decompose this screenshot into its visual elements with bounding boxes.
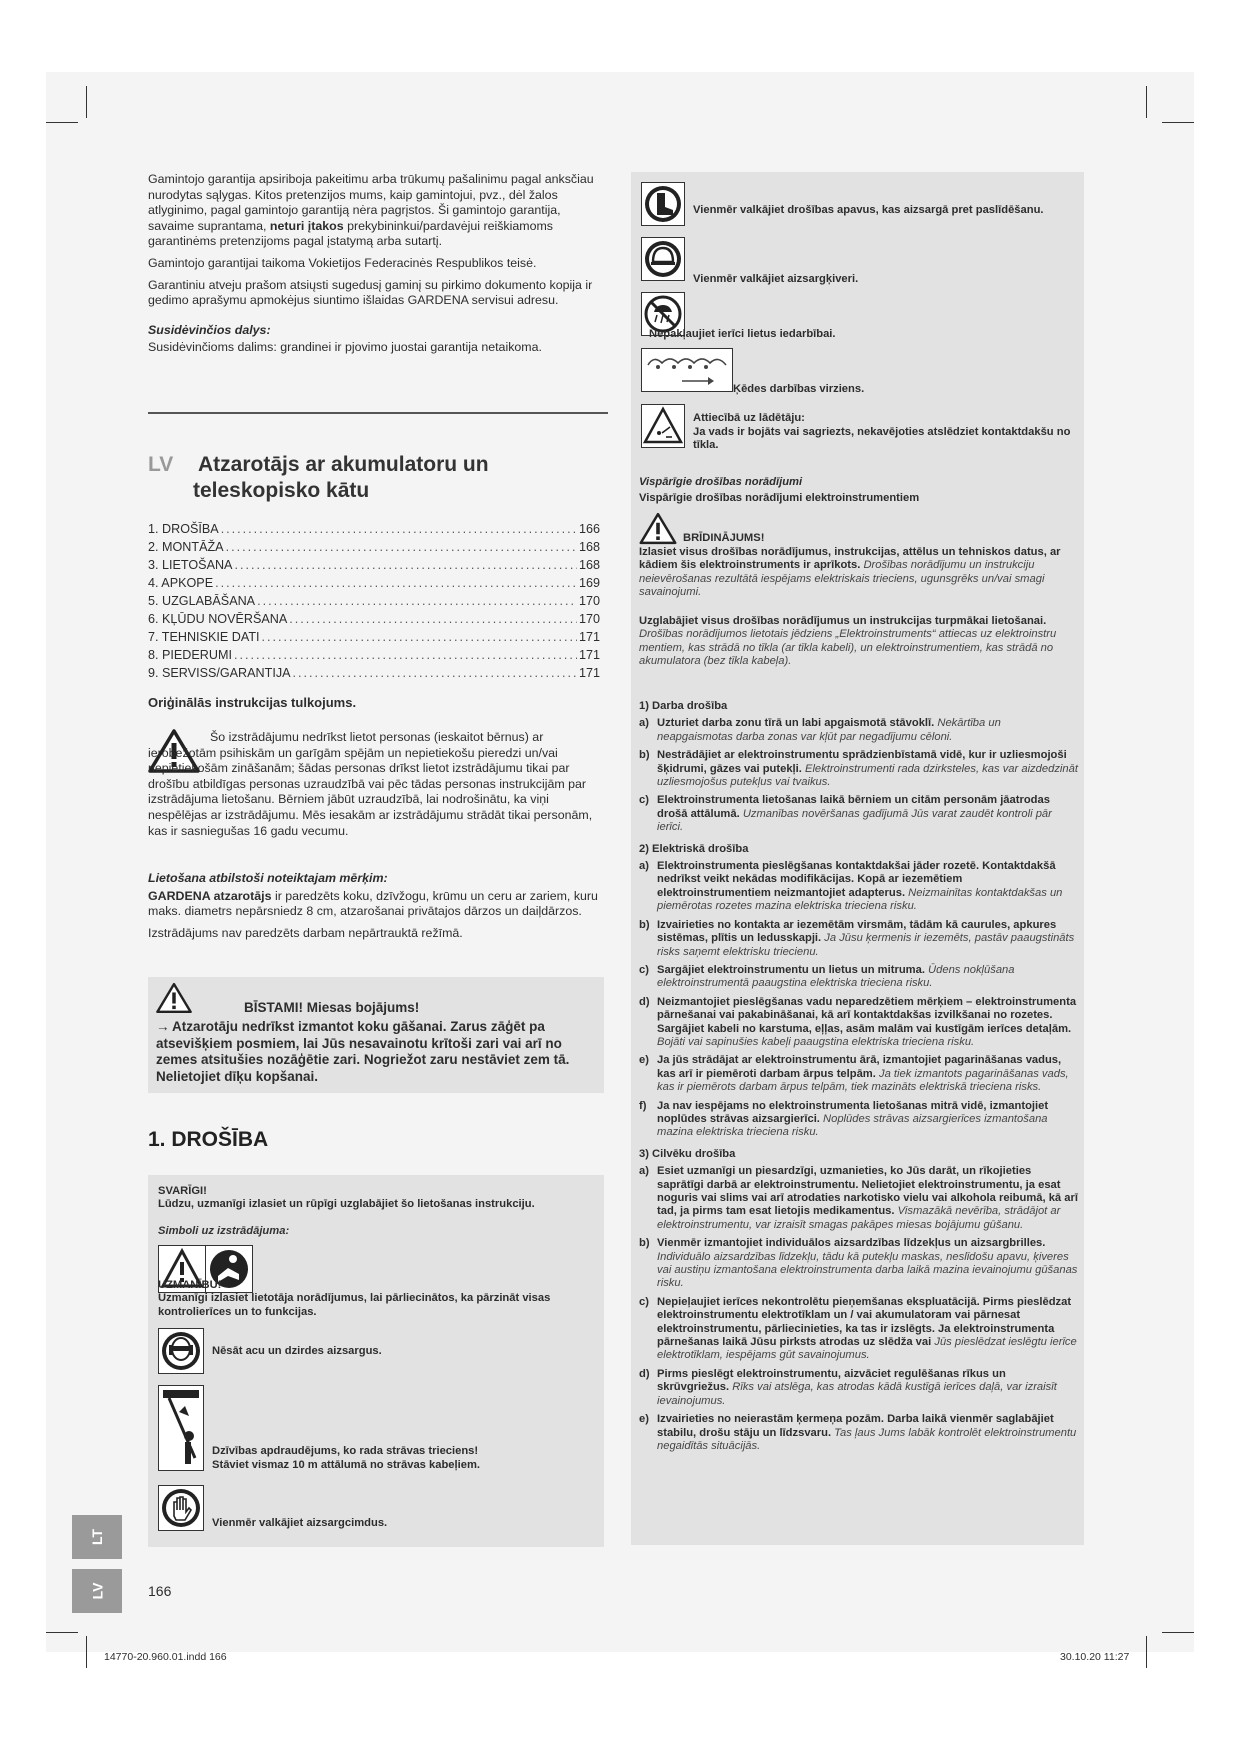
attention-label: UZMANĪBU! [158,1279,222,1291]
item-text: Vienmēr izmantojiet individuālos aizsardzības līdzekļus un aizsargbrilles. Individuālo aizsardzības līdzekļu, tādu kā putekļu maskas, neslīdošu apavu, ķiveres vai austiņu izmantošana elektroinstrumenta darba laikā mazina ievainojumu gūšanas risku. [657,1237,1078,1290]
crop-mark [1162,122,1194,123]
toc-leader [257,592,577,610]
toc-label: 3. LIETOŠANA [148,558,233,572]
toc-label: 8. PIEDERUMI [148,648,232,662]
power-line-hazard-icon [158,1385,204,1471]
warning-paragraph-1: Izlasiet visus drošības norādījumus, instrukcijas, attēlus un tehniskos datus, ar kādiem šis elektroinstruments ir aprīkots. Drošības norādījumu un instrukciju neievērošanas rezultātā iespējams elektriskais trieciens, ugunsgrēks un/vai smagi savainojumi. [639,546,1061,599]
safety-item [639,919,1079,959]
gloves-text: Vienmēr valkājiet aizsargcimdus. [212,1517,388,1529]
safety-item [639,794,1079,834]
item-text: Elektroinstrumenta lietošanas laikā bērniem un citām personām jāatrodas drošā attālumā. Uzmanības novēršanas gadījumā Jūs varat zaudēt kontroli pār ierīci. [657,794,1052,834]
gloves-icon [158,1485,204,1531]
item-key: a) [639,1165,649,1178]
toc-entry[interactable] [148,628,600,646]
chain-direction-icon [641,348,733,392]
item-key: e) [639,1413,649,1426]
section-heading-safety: 1. DROŠĪBA [148,1128,269,1151]
footer-file: 14770-20.960.01.indd 166 [104,1651,227,1663]
toc-label: 1. DROŠĪBA [148,522,219,536]
product-title: LV Atzarotājs ar akumulatoru un teleskopisko kātu [148,453,489,502]
toc-leader [234,646,577,664]
safety-item [639,1165,1079,1232]
safety-item [639,1237,1079,1291]
toc-leader [262,628,577,646]
toc-entry[interactable] [148,646,600,664]
item-text: Ja nav iespējams no elektroinstrumenta lietošanas mitrā vidē, izmantojiet noplūdes strāvas aizsargierīci. Noplūdes strāvas aizsargierīces izmantošana mazina elektriska trieciena risku. [657,1099,1049,1139]
item-text: Esiet uzmanīgi un piesardzīgi, uzmanieties, ko Jūs darāt, un rīkojieties saprātīgi darbā ar elektroinstrumentu. Nelietojiet elektroinstrumentu, ja esat noguris vai slims vai arī atrodaties narkotisko vielu vai alkohola reibumā, kā arī tad, ja pirms tam esat lietojis medikamentus. Vismazākā nevērība, strādājot ar elektroinstrumentu, var izraisīt smagas pakāpes miesas bojājumu gūšanu. [657,1165,1078,1231]
right-safety-panel [631,172,1084,1545]
toc-page: 171 [578,666,600,680]
goggles-text: Nēsāt acu un dzirdes aizsargus. [212,1345,382,1357]
item-key: c) [639,794,649,807]
item-key: b) [639,918,650,931]
general-safety-subtitle: Vispārīgie drošības norādījumi elektroinstrumentiem [639,492,920,504]
safety-section-title: 3) Cilvēku drošība [639,1147,736,1160]
helmet-text: Vienmēr valkājiet aizsargķiveri. [693,273,859,285]
toc-label: 4. APKOPE [148,576,214,590]
language-tab-lv[interactable]: LV [72,1569,122,1613]
toc-leader [293,664,577,682]
toc-page: 171 [578,630,600,644]
table-of-contents [148,520,600,682]
toc-entry[interactable] [148,664,600,682]
arrow-icon: → [156,1019,170,1034]
item-key: d) [639,995,650,1008]
warning-paragraph-2: Uzglabājiet visus drošības norādījumus un instrukcijas turpmākai lietošanai. Drošības norādījumos lietotais jēdziens „Elektroinstruments“ attiecas uz elektroinstru mentiem, kas strādā no tīkla (ar tīkla kabeli), un elektroinstrumentiem, kas strādā no akumulatora (bez tīkla kabeļa). [639,615,1057,668]
item-key: a) [639,860,649,873]
toc-page: 170 [578,612,600,626]
toc-page: 170 [578,594,600,608]
danger-text: → Atzarotāju nedrīkst izmantot koku gāšanai. Zarus zāģēt pa atsevišķiem posmiem, lai Jūs nesavainotu krītoši zari vai arī no zemes atsitušies nozāģētie zari. Nogriežot zaru nestāviet zem tā. Nelietojiet dīķu kopšanai. [156,1019,570,1084]
helmet-icon [641,237,685,281]
original-translation-note: Oriģinālās instrukcijas tulkojums. [148,695,357,710]
safety-item [639,717,1079,744]
general-safety-title: Vispārīgie drošības norādījumi [639,476,803,488]
item-text: Sargājiet elektroinstrumentu un lietus un mitruma. Ūdens nokļūšana elektroinstrumentā paaugstina elektriska trieciena risku. [657,963,1015,990]
symbols-title: Simboli uz izstrādājuma: [158,1225,290,1237]
footer-date: 30.10.20 11:27 [1060,1651,1130,1663]
crop-mark [86,1636,87,1668]
toc-entry[interactable] [148,520,600,538]
safety-item [639,964,1079,991]
section-rule [148,412,608,414]
item-key: f) [639,1099,647,1112]
safety-boots-icon [641,182,685,226]
safety-item [639,1413,1079,1453]
toc-page: 168 [578,558,600,572]
toc-label: 2. MONTĀŽA [148,540,224,554]
electrocution-text: Dzīvības apdraudējums, ko rada strāvas trieciens! Stāviet vismaz 10 m attālumā no strāvas kabeļiem. [212,1445,481,1471]
toc-label: 7. TEHNISKIE DATI [148,630,260,644]
language-tab-lt[interactable]: LT [72,1515,122,1559]
item-text: Nepieļaujiet ierīces nekontrolētu pieņemšanas ekspluatācijā. Pirms pieslēdzat elektroinstrumentu elektrotīklam un / vai akumulatoram vai pārnesat elektroinstrumentu, pārliecinieties, ka tas ir izslēgts. Ja elektroinstrumenta pārnešanas laikā Jūsu pirksts atrodas uz slēdža vai Jūs pieslēdzat ieslēgtu ierīce elektrotīklam, iespējams gūt savainojumus. [657,1295,1077,1362]
toc-label: 9. SERVISS/GARANTIJA [148,666,291,680]
safety-item [639,1368,1079,1408]
toc-entry[interactable] [148,538,600,556]
toc-leader [215,574,577,592]
toc-page: 168 [578,540,600,554]
wear-parts-text: Susidėvinčioms dalims: grandinei ir pjovimo juostai garantija netaikoma. [148,340,542,355]
rain-text: Nepakļaujiet ierīci lietus iedarbībai. [649,328,836,340]
toc-leader [234,556,577,574]
item-key: c) [639,1295,649,1308]
toc-label: 5. UZGLABĀŠANA [148,594,256,608]
attention-text: Uzmanīgi izlasiet lietotāja norādījumus, lai pārliecinātos, ka pārzināt visas kontrolierīces un to funkcijas. [158,1292,551,1318]
danger-box [148,977,604,1093]
boots-text: Vienmēr valkājiet drošības apavus, kas aizsargā pret paslīdēšanu. [693,204,1044,216]
toc-leader [289,610,577,628]
child-warning-text: Šo izstrādājumu nedrīkst lietot personas (ieskaitot bērnus) ar ierobežotām psihiskām un garīgām spējām un nepietiekošu pieredzi un/vai nepietiekošām zināšanām; šādas personas drīkst lietot izstrādājumu tikai par drošību atbildīgas personas uzraudzībā vai pēc tādas personas instrukcijām par izstrādājuma lietošanu. Bērniem jābūt uzraudzībā, lai nodrošinātu, ka viņi nespēlējas ar izstrādājumu. Mēs iesakām ar izstrādājumu strādāt tikai personām, kas ir sasniegušas 16 gadu vecumu. [148,730,593,838]
toc-label: 6. KĻŪDU NOVĒRŠANA [148,612,288,626]
item-key: a) [639,717,649,730]
item-key: b) [639,749,650,762]
intended-use: Lietošana atbilstoši noteiktajam mērķim: GARDENA atzarotājs ir paredzēts koku, dzīvžogu, krūmu un ceru ar zariem, kuru maks. diametrs nepārsniedz 8 cm, atzarošanai privātajos dārzos un daiļdārzos. Izstrādājums nav paredzēts darbam nepārtrauktā režīmā. [148,871,598,940]
goggles-earmuffs-icon [158,1328,204,1374]
warning-label: BRĪDINĀJUMS! [683,532,765,544]
safety-item [639,860,1079,914]
item-key: e) [639,1054,649,1067]
important-label: SVARĪGI! [158,1185,207,1197]
charger-warning-icon [641,404,685,448]
chain-text: Ķēdes darbības virziens. [733,383,865,395]
toc-page: 169 [578,576,600,590]
item-key: b) [639,1237,650,1250]
warranty-intro: Gamintojo garantija apsiriboja pakeitimu arba trūkumų pašalinimu pagal anksčiau nurodytas sąlygas. Kitos pretenzijos mums, kaip gamintojui, pvz., dėl žalos atlyginimo, pagal gamintojo garantiją nėra pagrįstos. Ši gamintojo garantija, savaime suprantama, neturi įtakos prekybininkui/pardavėjui reiškiamoms garantinėms pretenzijoms pagal įstatymą arba sutartį. Gamintojo garantijai taikoma Vokietijos Federacinės Respublikos teisė. Garantiniu atveju prašom atsiųsti sugedusį gaminį su pirkimo dokumento kopija ir gedimo aprašymu apmokėjus siuntimo išlaidas GARDENA servisui adresu. Susidėvinčios dalys: Susidėvinčioms dalims: grandinei ir pjovimo juostai garantija netaikoma. [148,172,608,362]
toc-entry[interactable] [148,592,600,610]
crop-mark [1146,1636,1147,1668]
important-text: Lūdzu, uzmanīgi izlasiet un rūpīgi uzglabājiet šo lietošanas instrukciju. [158,1198,535,1210]
wear-parts-title: Susidėvinčios dalys: [148,322,271,337]
crop-mark [1146,86,1147,118]
item-text: Izvairieties no kontakta ar iezemētām virsmām, tādām kā caurules, apkures sistēmas, plītis un ledusskapji. Ja Jūsu ķermenis ir iezemēts, pastāv paaugstināts risks saņemt elektrisku triecienu. [657,918,1075,958]
crop-mark [86,86,87,118]
item-text: Izvairieties no neierastām ķermeņa pozām. Darba laikā vienmēr saglabājiet stabilu, drošu stāju un līdzsvaru. Tas ļaus Jums labāk kontrolēt elektroinstrumentu negaidītās situācijās. [657,1413,1077,1452]
crop-mark [46,1632,78,1633]
safety-item [639,1296,1079,1363]
warning-triangle-icon [156,982,192,1014]
safety-sections [639,692,1079,1458]
important-box [148,1175,604,1547]
danger-title: BĪSTAMI! Miesas bojājums! [244,1000,420,1015]
item-text: Nestrādājiet ar elektroinstrumentu sprādzienbīstamā vidē, kur ir uzliesmojoši šķidrumi, gāzes vai putekļi. Elektroinstrumenti rada dzirksteles, kas var aizdedzināt uzliesmojošus putekļus vai tvaikus. [657,749,1078,789]
toc-entry[interactable] [148,574,600,592]
safety-section-title: 1) Darba drošība [639,700,728,712]
toc-entry[interactable] [148,556,600,574]
toc-leader [221,520,577,538]
warning-triangle-icon [639,512,677,545]
safety-item [639,1054,1079,1094]
toc-leader [226,538,577,556]
item-key: c) [639,963,649,976]
toc-page: 166 [578,522,600,536]
item-text: Elektroinstrumenta pieslēgšanas kontaktdakšai jāder rozetē. Kontaktdakšā nedrīkst veikt nekādas modifikācijas. Kopā ar iezemētiem elektroinstrumentiem neizmantojiet adapterus. Neizmainītas kontaktdakšas un piemērotas rozetes mazina elektriska trieciena risku. [657,860,1063,913]
page-number: 166 [148,1583,172,1599]
safety-item [639,1100,1079,1140]
toc-page: 171 [578,648,600,662]
safety-section-title: 2) Elektriskā drošība [639,842,749,855]
item-text: Neizmantojiet pieslēgšanas vadu neparedzētiem mērķiem – elektroinstrumenta pārnešanai vai pakabināšanai, kā arī kontaktdakšas izvilkšanai no rozetes. Sargājiet kabeli no karstuma, eļļas, asām malām vai kustīgām ierīces detaļām. Bojāti vai sapinušies kabeļi paaugstina elektriska trieciena risku. [657,995,1077,1048]
item-text: Pirms pieslēgt elektroinstrumentu, aizvāciet regulēšanas rīkus un skrūvgriežus. Rīks vai atslēga, kas atrodas kādā kustīgā ierīces daļā, var izraisīt ievainojumus. [657,1367,1057,1407]
toc-entry[interactable] [148,610,600,628]
item-text: Uzturiet darba zonu tīrā un labi apgaismotā stāvoklī. Nekārtība un neapgaismotas darba zonas var kļūt par negadījumu cēloni. [657,717,1001,743]
item-text: Ja jūs strādājat ar elektroinstrumentu ārā, izmantojiet pagarināšanas vadus, kas arī ir piemēroti darbam ārpus telpām. Ja tiek izmantots pagarināšanas vads, kas ir piemērots darbam ārpus telpām, tiek mazināts elektriskā trieciena risks. [657,1054,1069,1094]
safety-item [639,749,1079,789]
crop-mark [46,122,78,123]
charger-note: Attiecībā uz lādētāju: Ja vads ir bojāts vai sagriezts, nekavējoties atslēdziet kontaktdakšu no tīkla. [693,412,1071,452]
language-code: LV [148,453,174,476]
safety-item [639,996,1079,1050]
crop-mark [1162,1632,1194,1633]
item-key: d) [639,1367,650,1380]
